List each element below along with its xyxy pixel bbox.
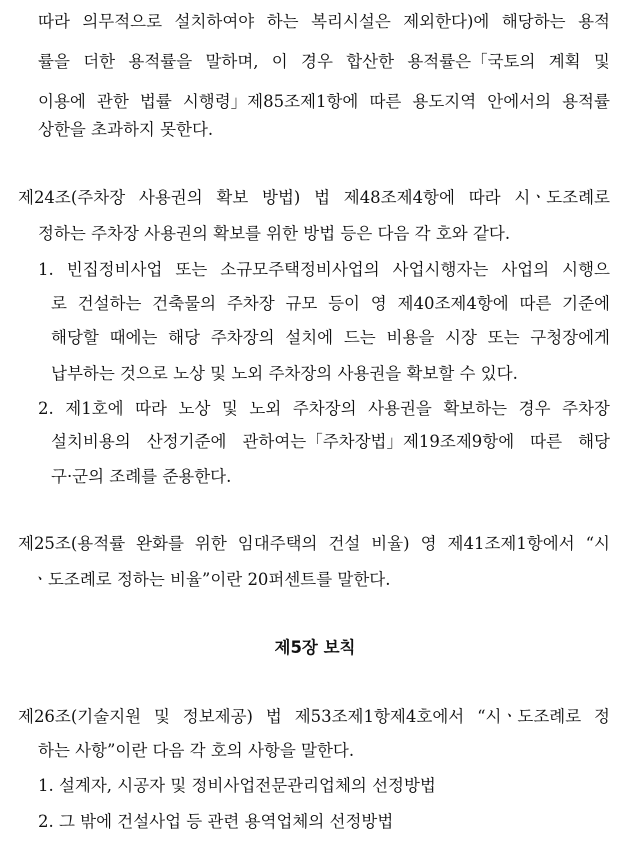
article26-item-2: 2. 그 밖에 건설사업 등 관련 용역업체의 선정방법 xyxy=(38,812,394,831)
article26-line-2: 하는 사항”이란 다음 각 호의 사항을 말한다. xyxy=(38,741,355,760)
article24-heading-line: 제24조(주차장 사용권의 확보 방법) 법 제48조제4항에 따라 시ㆍ도조례로 xyxy=(18,188,610,207)
article24-item1-line-3: 해당할 때에는 해당 주차장의 설치에 드는 비용을 시장 또는 구청장에게 xyxy=(51,328,610,347)
intro-line-4: 상한을 초과하지 못한다. xyxy=(38,120,214,139)
article26-item-1: 1. 설계자, 시공자 및 정비사업전문관리업체의 선정방법 xyxy=(38,776,436,795)
intro-line-3: 이용에 관한 법률 시행령」제85조제1항에 따른 용도지역 안에서의 용적률 xyxy=(38,92,610,111)
article25-line-2: ㆍ도조례로 정하는 비율”이란 20퍼센트를 말한다. xyxy=(32,570,391,589)
article25-heading-line: 제25조(용적률 완화를 위한 임대주택의 건설 비율) 영 제41조제1항에서 “시 xyxy=(18,534,610,553)
article24-item1-line-4: 납부하는 것으로 노상 및 노외 주차장의 사용권을 확보할 수 있다. xyxy=(51,364,518,383)
article24-line-2: 정하는 주차장 사용권의 확보를 위한 방법 등은 다음 각 호와 같다. xyxy=(38,224,511,243)
article24-item1-line-2: 로 건설하는 건축물의 주차장 규모 등이 영 제40조제4항에 따른 기준에 xyxy=(51,294,610,313)
article24-item1-line-1: 1. 빈집정비사업 또는 소규모주택정비사업의 사업시행자는 사업의 시행으 xyxy=(38,260,610,279)
article24-item2-line-2: 설치비용의 산정기준에 관하여는「주차장법」제19조제9항에 따른 해당 xyxy=(51,432,610,451)
article24-item2-line-3: 구·군의 조례를 준용한다. xyxy=(51,467,232,486)
article26-heading-line: 제26조(기술지원 및 정보제공) 법 제53조제1항제4호에서 “시ㆍ도조례로 정 xyxy=(18,707,610,726)
chapter-title: 제5장 보칙 xyxy=(274,638,356,657)
intro-line-2: 률을 더한 용적률을 말하며, 이 경우 합산한 용적률은「국토의 계획 및 xyxy=(38,52,610,71)
article24-item2-line-1: 2. 제1호에 따라 노상 및 노외 주차장의 사용권을 확보하는 경우 주차장 xyxy=(38,399,610,418)
intro-line-1: 따라 의무적으로 설치하여야 하는 복리시설은 제외한다)에 해당하는 용적 xyxy=(38,12,610,31)
